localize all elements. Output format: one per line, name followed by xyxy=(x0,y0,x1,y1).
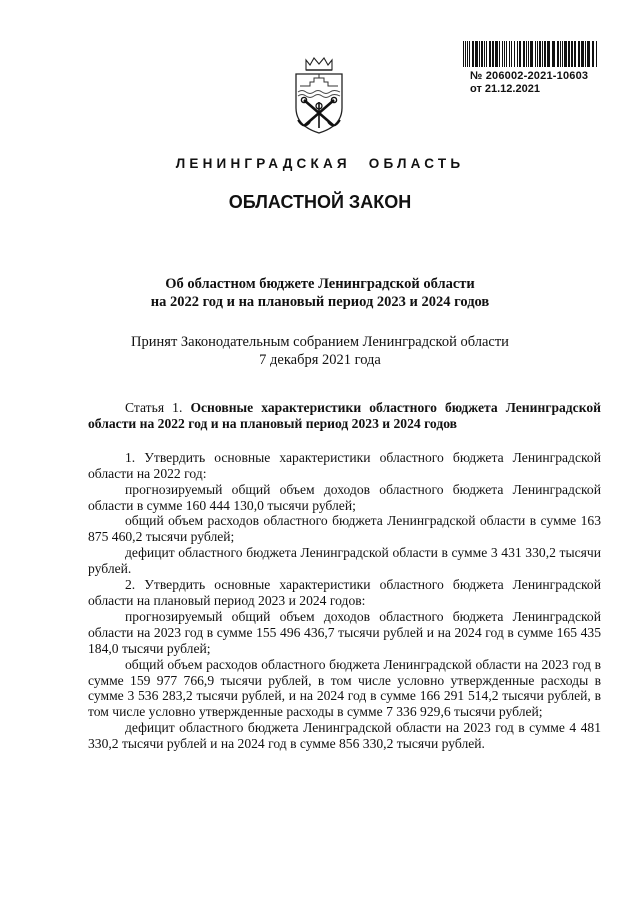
article-paragraph: общий объем расходов областного бюджета Ленинградской области на 2023 год в сумме 159 977 766,9 тысячи рублей, в том числе условно утвержденные расходы в сумме 3 536 283,2 тысячи рублей, и на 2024 год в сумме 166 291 514,2 тысячи рублей, в том числе условно утвержденные расходы в сумме 7 336 929,6 тысячи рублей; xyxy=(88,656,601,720)
barcode-bar xyxy=(499,41,500,67)
barcode-bar xyxy=(502,41,503,67)
barcode-bar xyxy=(495,41,498,67)
barcode-bar xyxy=(506,41,507,67)
article-paragraph: общий объем расходов областного бюджета Ленинградской области в сумме 163 875 460,2 тысячи рублей; xyxy=(88,513,601,545)
article-paragraph: 2. Утвердить основные характеристики областного бюджета Ленинградской области на плановый период 2023 и 2024 годов: xyxy=(88,577,601,608)
barcode-bar xyxy=(514,41,515,67)
barcode-bar xyxy=(568,41,570,67)
barcode-bar xyxy=(539,41,541,67)
barcode-bar xyxy=(530,41,533,67)
article-paragraph: дефицит областного бюджета Ленинградской области на 2023 год в сумме 4 481 330,2 тысячи рублей и на 2024 год в сумме 856 330,2 тысячи рублей. xyxy=(88,720,601,752)
barcode-bar xyxy=(463,41,464,67)
barcode-bar xyxy=(526,41,527,67)
law-type-heading: ОБЛАСТНОЙ ЗАКОН xyxy=(228,192,412,212)
adoption-date: 7 декабря 2021 года xyxy=(259,352,381,368)
barcode-bar xyxy=(562,41,563,67)
barcode-bar xyxy=(481,41,483,67)
barcode-bar xyxy=(587,41,590,67)
registration-number: № 206002-2021-10603 xyxy=(470,70,589,82)
barcode-bar xyxy=(578,41,580,67)
barcode-bar xyxy=(472,41,474,67)
barcode-bar xyxy=(519,41,521,67)
article-paragraph: прогнозируемый общий объем доходов областного бюджета Ленинградской области в сумме 160 444 130,0 тысячи рублей; xyxy=(88,481,601,513)
barcode-bar xyxy=(574,41,576,67)
article-heading xyxy=(88,400,601,432)
barcode-icon xyxy=(463,41,599,67)
region-name: ЛЕНИНГРАДСКАЯ ОБЛАСТЬ xyxy=(175,156,465,171)
barcode-bar xyxy=(467,41,468,67)
article-heading-text: Основные характеристики областного бюджета Ленинградской области на 2022 год и на плановый период 2023 и 2024 годов xyxy=(88,400,601,431)
barcode-bar xyxy=(517,41,518,67)
barcode-bar xyxy=(469,41,470,67)
barcode-bar xyxy=(596,41,597,67)
barcode-bar xyxy=(592,41,594,67)
barcode-bar xyxy=(571,41,573,67)
law-title-line-1: Об областном бюджете Ленинградской области xyxy=(165,276,475,292)
barcode-bar xyxy=(511,41,512,67)
barcode-bar xyxy=(552,41,555,67)
barcode-bar xyxy=(528,41,529,67)
article-paragraph: 1. Утвердить основные характеристики областного бюджета Ленинградской области на 2022 год: xyxy=(88,449,601,481)
adoption-body: Принят Законодательным собранием Ленинградской области xyxy=(131,334,509,350)
barcode-bar xyxy=(581,41,584,67)
barcode-bar xyxy=(542,41,543,67)
barcode-bar xyxy=(547,41,550,67)
article-1 xyxy=(88,400,601,752)
barcode-bar xyxy=(479,41,480,67)
article-paragraph: прогнозируемый общий объем доходов областного бюджета Ленинградской области на 2023 год в сумме 155 496 436,7 тысячи рублей и на 2024 год в сумме 165 435 184,0 тысячи рублей; xyxy=(88,608,601,656)
barcode-bar xyxy=(504,41,505,67)
barcode-bar xyxy=(564,41,567,67)
article-label: Статья 1. xyxy=(125,400,183,415)
barcode-bar xyxy=(486,41,487,67)
barcode-bar xyxy=(544,41,546,67)
law-title xyxy=(0,275,640,311)
barcode-bar xyxy=(585,41,586,67)
barcode-bar xyxy=(509,41,510,67)
barcode-bar xyxy=(489,41,491,67)
barcode-bar xyxy=(484,41,485,67)
law-title-line-2: на 2022 год и на плановый период 2023 и 2024 годов xyxy=(150,294,490,310)
adoption-info xyxy=(0,333,640,369)
barcode-bar xyxy=(535,41,536,67)
article-paragraph: дефицит областного бюджета Ленинградской области в сумме 3 431 330,2 тысячи рублей. xyxy=(88,545,601,577)
registration-date: от 21.12.2021 xyxy=(470,83,540,95)
barcode-bar xyxy=(557,41,559,67)
barcode-bar xyxy=(492,41,494,67)
barcode-bar xyxy=(537,41,538,67)
barcode-bar xyxy=(523,41,525,67)
barcode-bar xyxy=(560,41,561,67)
barcode-bar xyxy=(465,41,466,67)
coat-of-arms-icon xyxy=(290,56,348,136)
barcode-bar xyxy=(475,41,478,67)
